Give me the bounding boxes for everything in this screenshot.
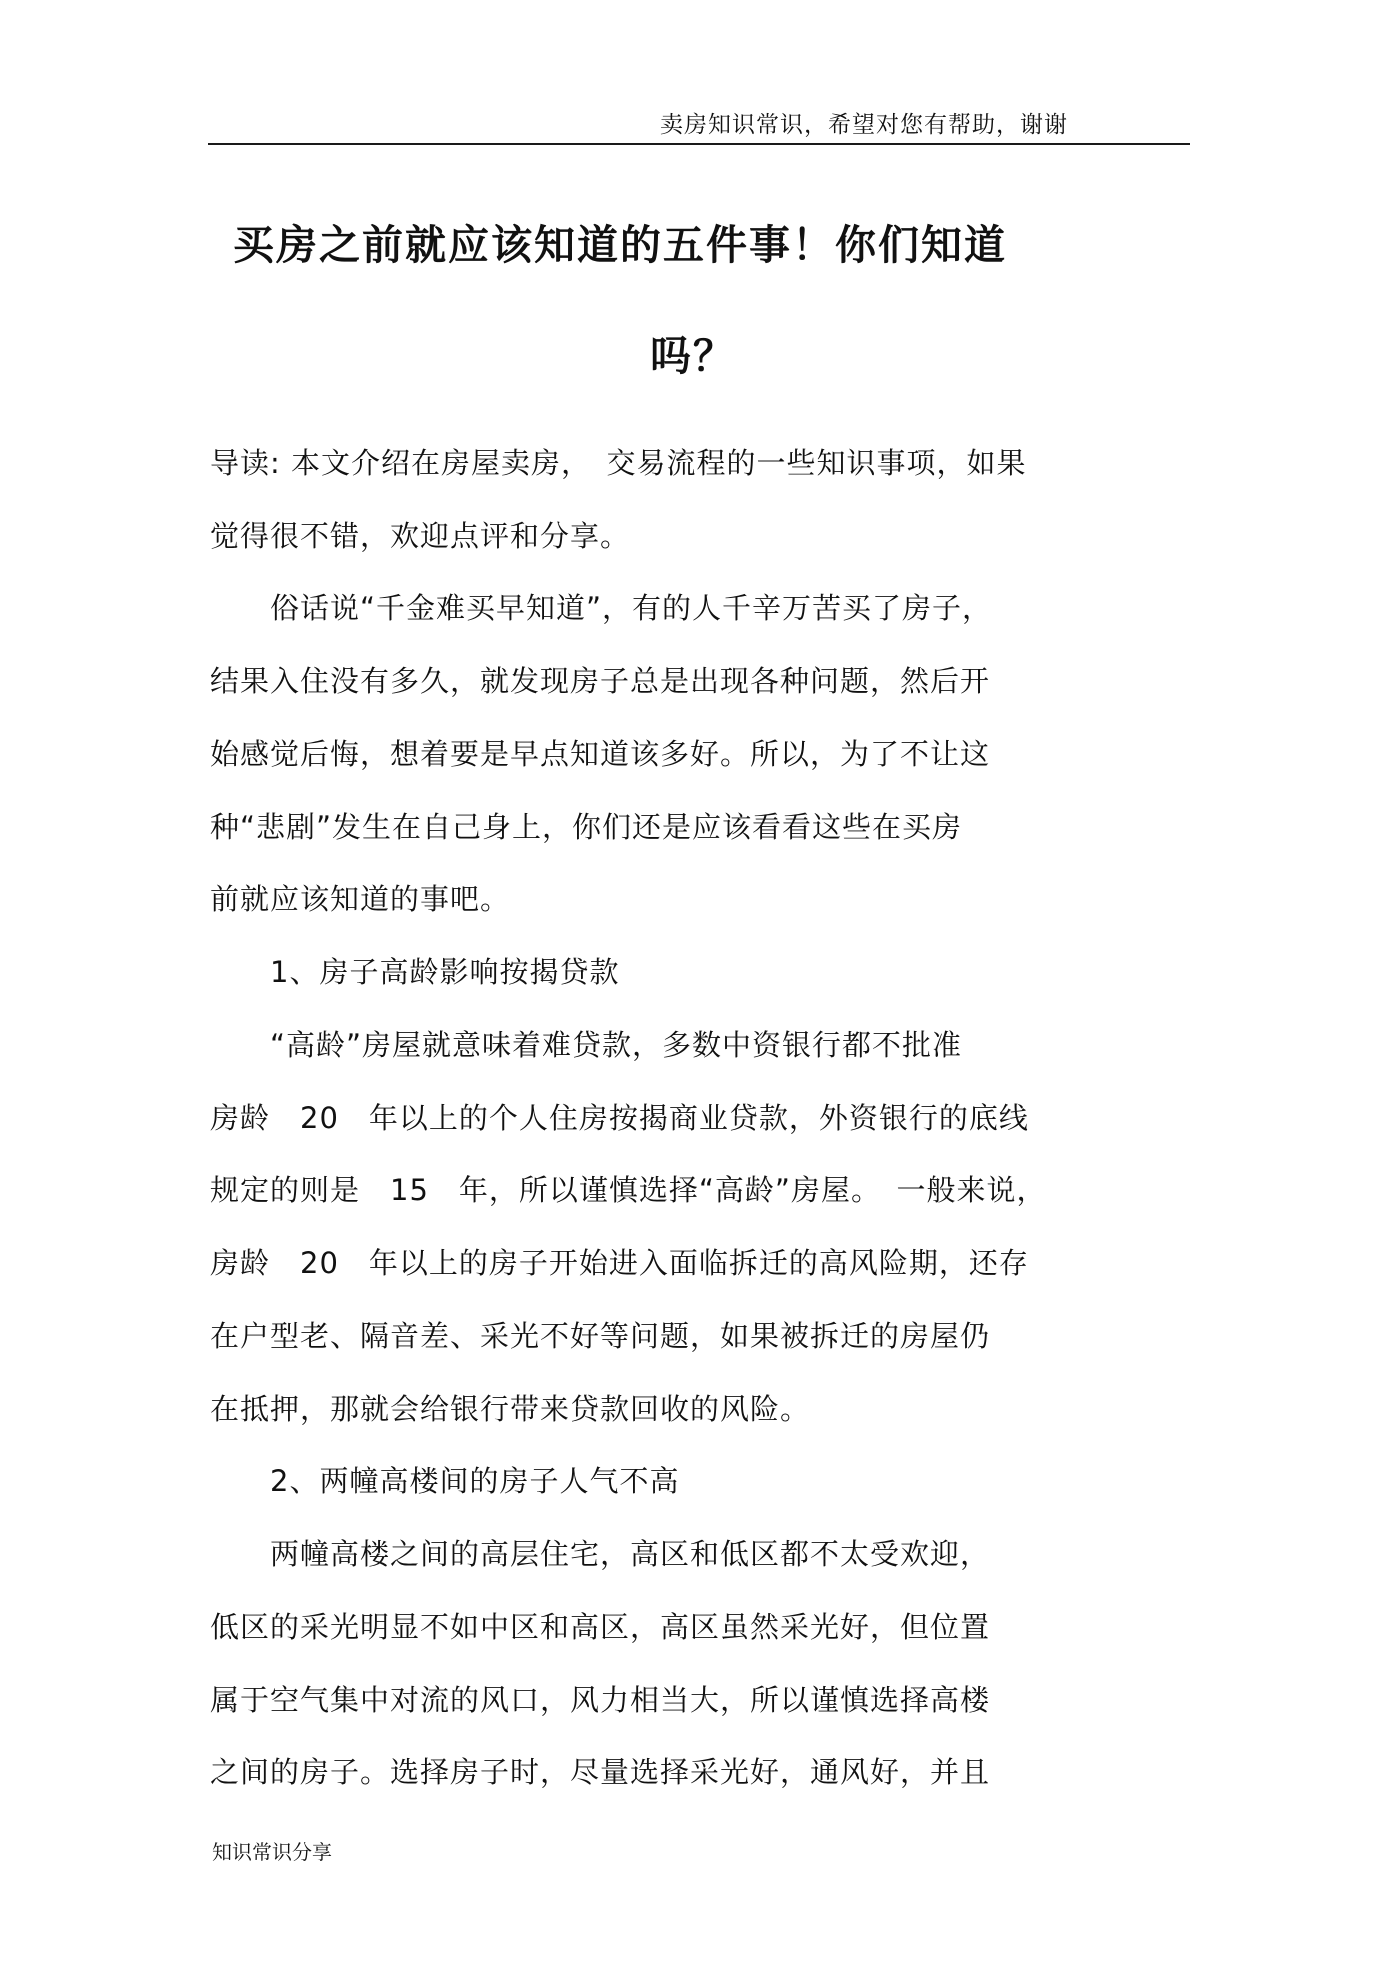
body-line: 低区的采光明显不如中区和高区，高区虽然采光好，但位置 [210,1610,991,1644]
body-line: 房龄 20 年以上的房子开始进入面临拆迁的高风险期，还存 [210,1246,1029,1280]
section-heading: 1、房子高龄影响按揭贷款 [210,955,620,989]
page-header-text: 卖房知识常识，希望对您有帮助，谢谢 [660,112,1068,138]
body-line: “高龄”房屋就意味着难贷款，多数中资银行都不批准 [210,1028,963,1062]
section-heading: 2、两幢高楼间的房子人气不高 [210,1464,680,1498]
body-line: 在户型老、隔音差、采光不好等问题，如果被拆迁的房屋仍 [210,1319,991,1353]
body-line: 两幢高楼之间的高层住宅，高区和低区都不太受欢迎， [210,1537,991,1571]
body-line: 俗话说“千金难买早知道”，有的人千辛万苦买了房子， [210,591,993,625]
body-line: 种“悲剧”发生在自己身上，你们还是应该看看这些在买房 [210,810,963,844]
body-line: 在抵押，那就会给银行带来贷款回收的风险。 [210,1392,811,1426]
page-footer-text: 知识常识分享 [212,1840,332,1864]
body-line: 导读: 本文介绍在房屋卖房， 交易流程的一些知识事项，如果 [210,446,1027,480]
body-line: 觉得很不错，欢迎点评和分享。 [210,519,631,553]
body-line: 属于空气集中对流的风口，风力相当大，所以谨慎选择高楼 [210,1683,991,1717]
header-divider [208,143,1190,145]
body-line: 前就应该知道的事吧。 [210,882,511,916]
body-line: 房龄 20 年以上的个人住房按揭商业贷款，外资银行的底线 [210,1101,1029,1135]
document-title-line-1: 买房之前就应该知道的五件事！你们知道 [233,221,1007,269]
body-line: 之间的房子。选择房子时，尽量选择采光好，通风好，并且 [210,1755,991,1789]
body-line: 结果入住没有多久，就发现房子总是出现各种问题，然后开 [210,664,991,698]
body-line: 规定的则是 15 年，所以谨慎选择“高龄”房屋。 一般来说， [210,1173,1047,1207]
body-line: 始感觉后悔，想着要是早点知道该多好。所以，为了不让这 [210,737,991,771]
document-title-line-2: 吗？ [650,332,736,380]
